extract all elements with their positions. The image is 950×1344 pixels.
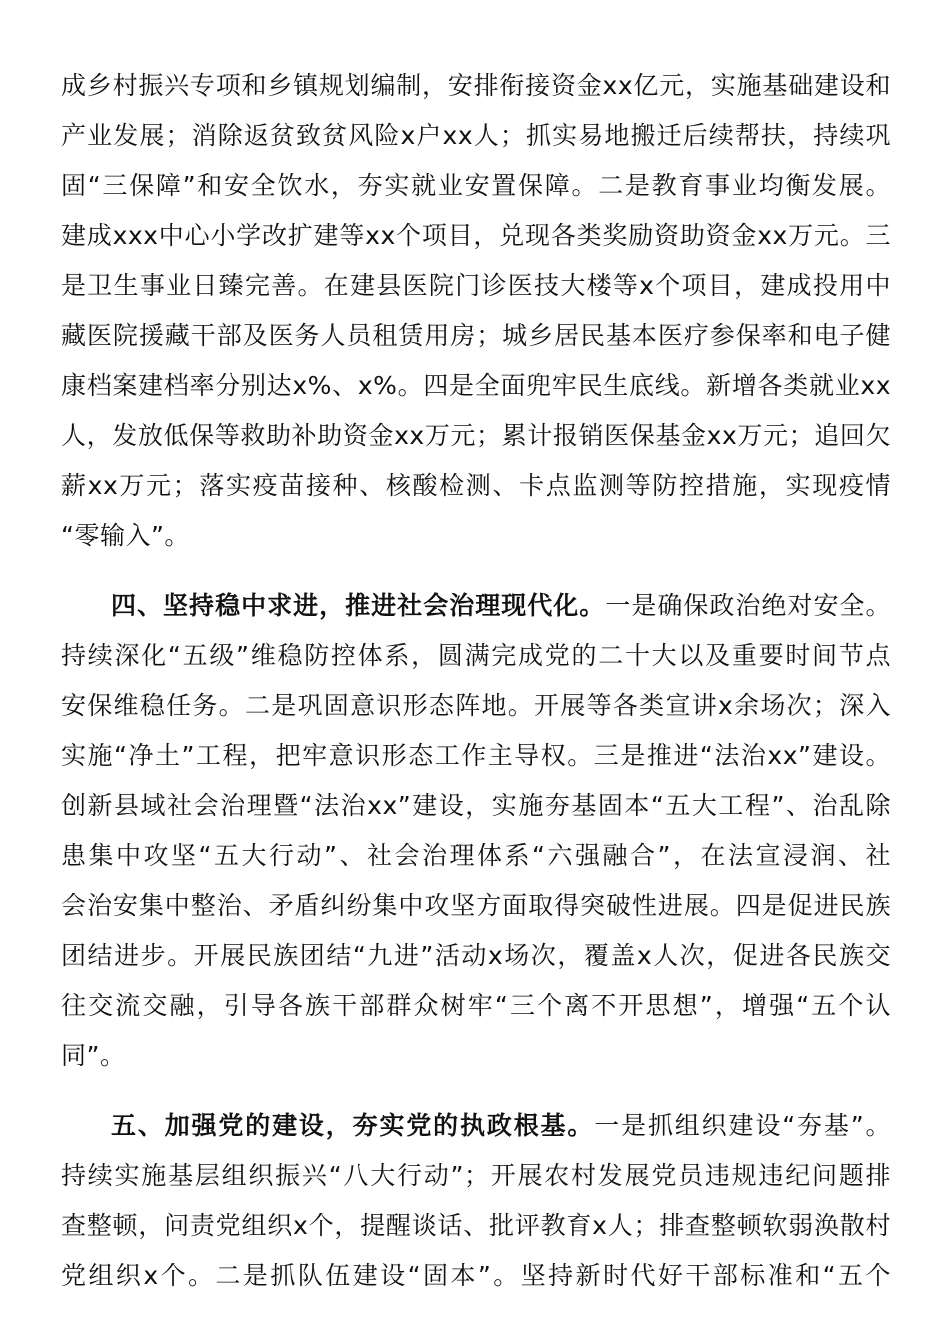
paragraph-3-line-3: 查整顿，问责党组织x个，提醒谈话、批评教育x人；排查整顿软弱涣散村 — [61, 1211, 891, 1240]
paragraph-1-line-2: 产业发展；消除返贫致贫风险x户xx人；抓实易地搬迁后续帮扶，持续巩 — [61, 121, 891, 150]
paragraph-2-line-8: 团结进步。开展民族团结“九进”活动x场次，覆盖x人次，促进各民族交 — [61, 941, 891, 970]
paragraph-1-line-9: 薪xx万元；落实疫苗接种、核酸检测、卡点监测等防控措施，实现疫情 — [61, 471, 891, 500]
section-heading-5: 五、加强党的建设，夯实党的执政根基。 — [111, 1111, 595, 1140]
paragraph-1-line-4: 建成xxx中心小学改扩建等xx个项目，兑现各类奖励资助资金xx万元。三 — [61, 221, 891, 250]
paragraph-3-first-line-text: 一是抓组织建设“夯基”。 — [594, 1111, 891, 1140]
paragraph-2-line-3: 安保维稳任务。二是巩固意识形态阵地。开展等各类宣讲x余场次；深入 — [61, 691, 891, 720]
paragraph-1-line-7: 康档案建档率分别达x%、x%。四是全面兜牢民生底线。新增各类就业xx — [61, 371, 891, 400]
paragraph-1-line-5: 是卫生事业日臻完善。在建县医院门诊医技大楼等x个项目，建成投用中 — [61, 271, 891, 300]
paragraph-2-first-line-text: 一是确保政治绝对安全。 — [605, 591, 891, 620]
paragraph-2-line-9: 往交流交融，引导各族干部群众树牢“三个离不开思想”，增强“五个认 — [61, 991, 891, 1020]
paragraph-2-line-4: 实施“净土”工程，把牢意识形态工作主导权。三是推进“法治xx”建设。 — [61, 741, 891, 770]
paragraph-2-first-line — [111, 586, 891, 626]
paragraph-1-line-6: 藏医院援藏干部及医务人员租赁用房；城乡居民基本医疗参保率和电子健 — [61, 321, 891, 350]
paragraph-3-line-2: 持续实施基层组织振兴“八大行动”；开展农村发展党员违规违纪问题排 — [61, 1161, 891, 1190]
paragraph-1-line-8: 人，发放低保等救助补助资金xx万元；累计报销医保基金xx万元；追回欠 — [61, 421, 891, 450]
paragraph-3-first-line — [111, 1106, 891, 1146]
paragraph-1-line-3: 固“三保障”和安全饮水，夯实就业安置保障。二是教育事业均衡发展。 — [61, 171, 891, 200]
paragraph-1-line-1: 成乡村振兴专项和乡镇规划编制，安排衔接资金xx亿元，实施基础建设和 — [61, 71, 891, 100]
paragraph-2-line-10: 同”。 — [61, 1041, 126, 1070]
paragraph-2-line-7: 会治安集中整治、矛盾纠纷集中攻坚方面取得突破性进展。四是促进民族 — [61, 891, 891, 920]
paragraph-2-line-5: 创新县域社会治理暨“法治xx”建设，实施夯基固本“五大工程”、治乱除 — [61, 791, 891, 820]
paragraph-2-line-6: 患集中攻坚“五大行动”、社会治理体系“六强融合”，在法宣浸润、社 — [61, 841, 891, 870]
paragraph-1-line-10: “零输入”。 — [61, 521, 190, 550]
section-heading-4: 四、坚持稳中求进，推进社会治理现代化。 — [111, 591, 606, 620]
paragraph-3-line-4: 党组织x个。二是抓队伍建设“固本”。坚持新时代好干部标准和“五个 — [61, 1261, 891, 1290]
paragraph-2-line-2: 持续深化“五级”维稳防控体系，圆满完成党的二十大以及重要时间节点 — [61, 641, 891, 670]
